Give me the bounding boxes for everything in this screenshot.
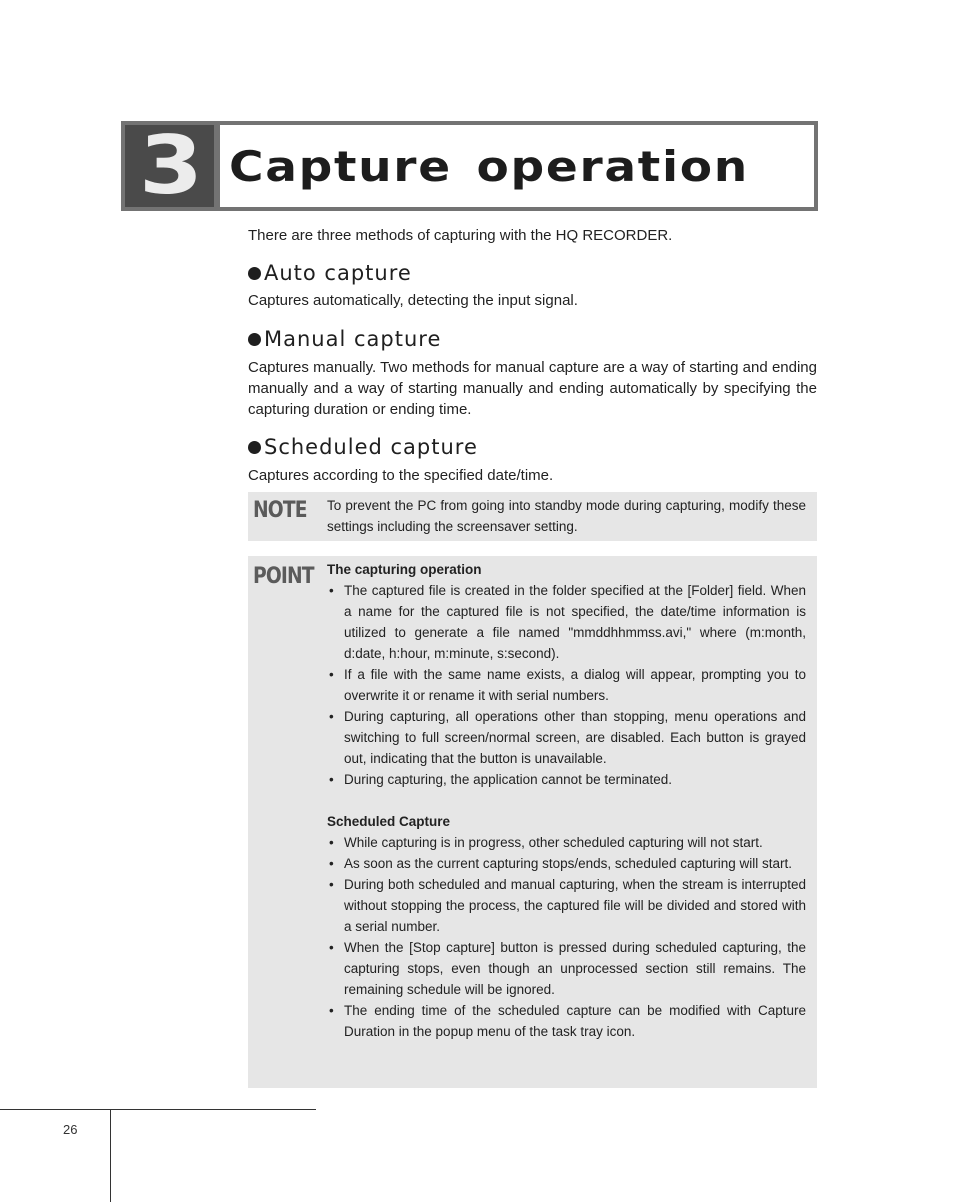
bullet-icon xyxy=(248,267,261,280)
point-box xyxy=(248,556,817,1088)
list-item: • If a file with the same name exists, a dialog will appear, prompting you to overwrite it or rename it with serial numbers. xyxy=(327,664,806,706)
chapter-title: Capture operation xyxy=(229,141,749,191)
list-item: • While capturing is in progress, other scheduled capturing will not start. xyxy=(327,832,806,853)
bullet-icon xyxy=(248,333,261,346)
chapter-number-box xyxy=(125,119,214,212)
point-body xyxy=(327,559,806,1042)
list-item: • The ending time of the scheduled capture can be modified with Capture Duration in the popup menu of the task tray icon. xyxy=(327,1000,806,1042)
point-group2-title: Scheduled Capture xyxy=(327,814,451,829)
list-item: • During capturing, the application cannot be terminated. xyxy=(327,769,806,790)
section-heading-auto-text: Auto capture xyxy=(264,261,412,285)
bullet-icon xyxy=(248,441,261,454)
section-text-scheduled: Captures according to the specified date/time. xyxy=(248,467,554,484)
note-label: NOTE xyxy=(253,498,307,523)
footer-divider-vertical xyxy=(110,1109,111,1202)
chapter-number: 3 xyxy=(138,119,201,212)
point-group2-list xyxy=(327,832,806,1042)
section-text-auto: Captures automatically, detecting the input signal. xyxy=(248,292,578,309)
list-item: • The captured file is created in the folder specified at the [Folder] field. When a name for the captured file is not specified, the date/time information is utilized to generate a file named "mmddhhmmss.avi," where (m:month, d:date, h:hour, m:minute, s:second). xyxy=(327,580,806,664)
list-item: • As soon as the current capturing stops/ends, scheduled capturing will start. xyxy=(327,853,806,874)
note-box xyxy=(248,492,817,541)
point-label: POINT xyxy=(253,564,314,589)
page-number: 26 xyxy=(63,1122,78,1137)
section-heading-manual xyxy=(248,327,441,351)
section-text-manual: Captures manually. Two methods for manual capture are a way of starting and ending manually and a way of starting manually and ending automatically by specifying the capturing duration or ending time. xyxy=(248,359,817,418)
list-item: • During both scheduled and manual capturing, when the stream is interrupted without stopping the process, the captured file will be divided and stored with a serial number. xyxy=(327,874,806,937)
chapter-title-box xyxy=(220,125,814,207)
intro-text: There are three methods of capturing with the HQ RECORDER. xyxy=(248,227,673,244)
footer-divider-horizontal xyxy=(0,1109,316,1110)
list-item: • During capturing, all operations other than stopping, menu operations and switching to full screen/normal screen, are disabled. Each button is grayed out, indicating that the button is unavailable. xyxy=(327,706,806,769)
note-text: To prevent the PC from going into standby mode during capturing, modify these settings including the screensaver setting. xyxy=(327,498,806,534)
point-group1-title: The capturing operation xyxy=(327,562,482,577)
list-item: • When the [Stop capture] button is pressed during scheduled capturing, the capturing stops, even though an unprocessed section still remains. The remaining schedule will be ignored. xyxy=(327,937,806,1000)
point-group1-list xyxy=(327,580,806,790)
chapter-header xyxy=(121,121,818,211)
section-heading-manual-text: Manual capture xyxy=(264,327,442,351)
section-heading-scheduled-text: Scheduled capture xyxy=(264,435,478,459)
section-heading-auto xyxy=(248,261,412,285)
section-heading-scheduled xyxy=(248,435,478,459)
